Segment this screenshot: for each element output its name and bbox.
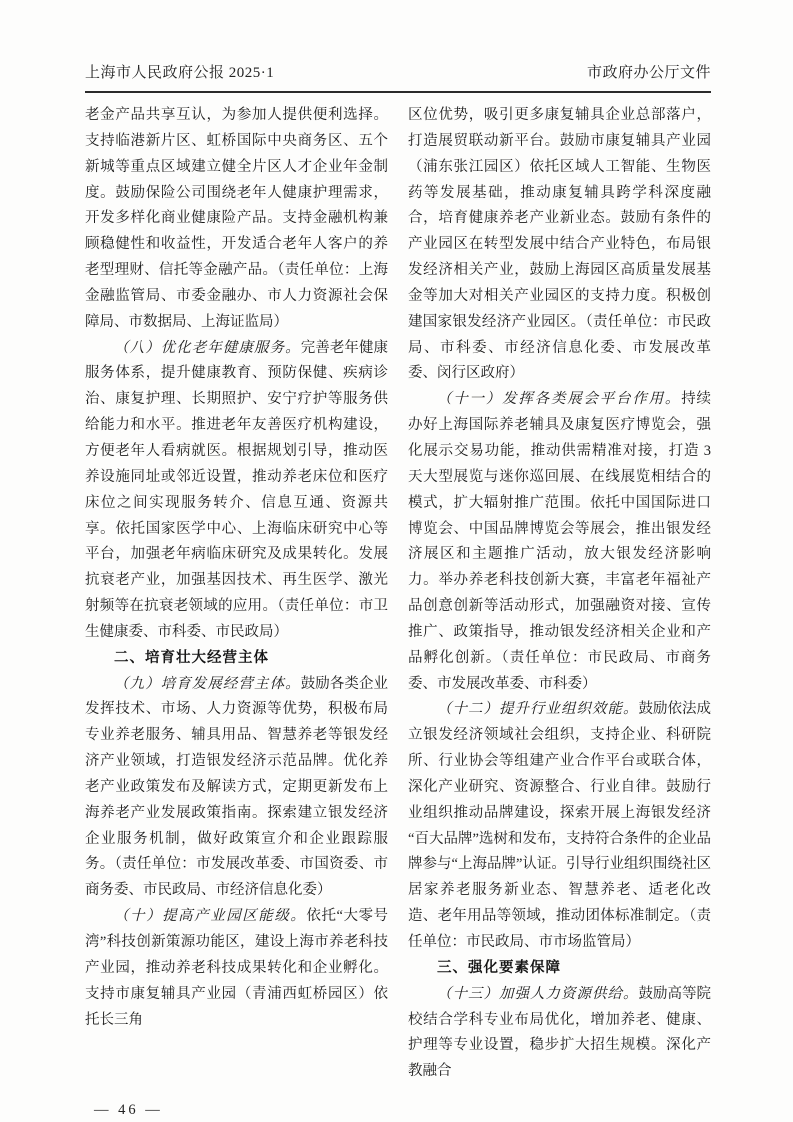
paragraph-lead: （十二）提升行业组织效能。	[437, 701, 639, 718]
paragraph-lead: （八）优化老年健康服务。	[114, 339, 301, 356]
left-column	[85, 103, 388, 1085]
paragraph-lead: （十）提高产业园区能级。	[114, 908, 307, 925]
paragraph-lead: （九）培育发展经营主体。	[114, 675, 301, 692]
paragraph: 区位优势，吸引更多康复辅具企业总部落户，打造展贸联动新平台。鼓励市康复辅具产业园（浦东张江园区）依托区域人工智能、生物医药等发展基础，推动康复辅具跨学科深度融合，培育健康养老产业新业态。鼓励有条件的产业园区在转型发展中结合产业特色，布局银发经济相关产业，鼓励上海园区高质量发展基金等加大对相关产业园区的支持力度。积极创建国家银发经济产业园区。（责任单位：市民政局、市科委、市经济信息化委、市发展改革委、闵行区政府）	[408, 107, 711, 382]
paragraph: （十二）提升行业组织效能。鼓励依法成立银发经济领域社会组织，支持企业、科研院所、行业协会等组建产业合作平台或联合体，深化产业研究、资源整合、行业自律。鼓励行业组织推动品牌建设，探索开展上海银发经济“百大品牌”选树和发布，支持符合条件的企业品牌参与“上海品牌”认证。引导行业组织围绕社区居家养老服务新业态、智慧养老、适老化改造、老年用品等领域，推动团体标准制定。（责任单位：市民政局、市市场监管局）	[408, 701, 711, 950]
paragraph: （八）优化老年健康服务。完善老年健康服务体系，提升健康教育、预防保健、疾病诊治、康复护理、长期照护、安宁疗护等服务供给能力和水平。推进老年友善医疗机构建设，方便老年人看病就医。根据规划引导，推动医养设施同址或邻近设置，推动养老床位和医疗床位之间实现服务转介、信息互通、资源共享。依托国家医学中心、上海临床研究中心等平台，加强老年病临床研究及成果转化。发展抗衰老产业，加强基因技术、再生医学、激光射频等在抗衰老领域的应用。（责任单位：市卫生健康委、市科委、市民政局）	[85, 339, 389, 640]
gazette-title: 上海市人民政府公报 2025·1	[85, 65, 275, 81]
section-heading: 三、强化要素保障	[437, 959, 561, 976]
paragraph: 老金产品共享互认，为参加人提供便利选择。支持临港新片区、虹桥国际中央商务区、五个新城等重点区域建立健全片区人才企业年金制度。鼓励保险公司围绕老年人健康护理需求，开发多样化商业健康险产品。支持金融机构兼顾稳健性和收益性，开发适合老年人客户的养老型理财、信托等金融产品。（责任单位：上海金融监管局、市委金融办、市人力资源社会保障局、市数据局、上海证监局）	[85, 107, 388, 330]
section-heading: 二、培育壮大经营主体	[114, 649, 269, 666]
paragraph: （十）提高产业园区能级。依托“大零号湾”科技创新策源功能区，建设上海市养老科技产业园，推动养老科技成果转化和企业孵化。支持市康复辅具产业园（青浦西虹桥园区）依托长三角	[85, 908, 389, 1028]
paragraph: （十三）加强人力资源供给。鼓励高等院校结合学科专业布局优化，增加养老、健康、护理等专业设置，稳步扩大招生规模。深化产教融合	[408, 985, 711, 1080]
document-category: 市政府办公厅文件	[586, 65, 711, 81]
paragraph: （九）培育发展经营主体。鼓励各类企业发挥技术、市场、人力资源等优势，积极布局专业养老服务、辅具用品、智慧养老等银发经济产业领域，打造银发经济示范品牌。优化养老产业政策发布及解读方式，定期更新发布上海养老产业发展政策指南。探索建立银发经济企业服务机制，做好政策宣介和企业跟踪服务。（责任单位：市发展改革委、市国资委、市商务委、市民政局、市经济信息化委）	[85, 675, 389, 899]
paragraph-lead: （十三）加强人力资源供给。	[437, 985, 639, 1002]
paragraph: （十一）发挥各类展会平台作用。持续办好上海国际养老辅具及康复医疗博览会，强化展示交易功能，推动供需精准对接，打造 3 天大型展览与迷你巡回展、在线展览相结合的模式，扩大辐射推广范围。依托中国国际进口博览会、中国品牌博览会等展会，推出银发经济展区和主题推广活动，放大银发经济影响力。举办养老科技创新大赛，丰富老年福祉产品创意创新等活动形式，加强融资对接、宣传推广、政策指导，推动银发经济相关企业和产品孵化创新。（责任单位：市民政局、市商务委、市发展改革委、市科委）	[408, 391, 711, 692]
page-number: — 46 —	[94, 1102, 163, 1119]
right-column	[408, 103, 711, 1085]
paragraph-lead: （十一）发挥各类展会平台作用。	[437, 391, 682, 408]
page-header	[85, 0, 711, 82]
header-rule	[85, 91, 711, 93]
text-columns	[85, 103, 711, 1085]
